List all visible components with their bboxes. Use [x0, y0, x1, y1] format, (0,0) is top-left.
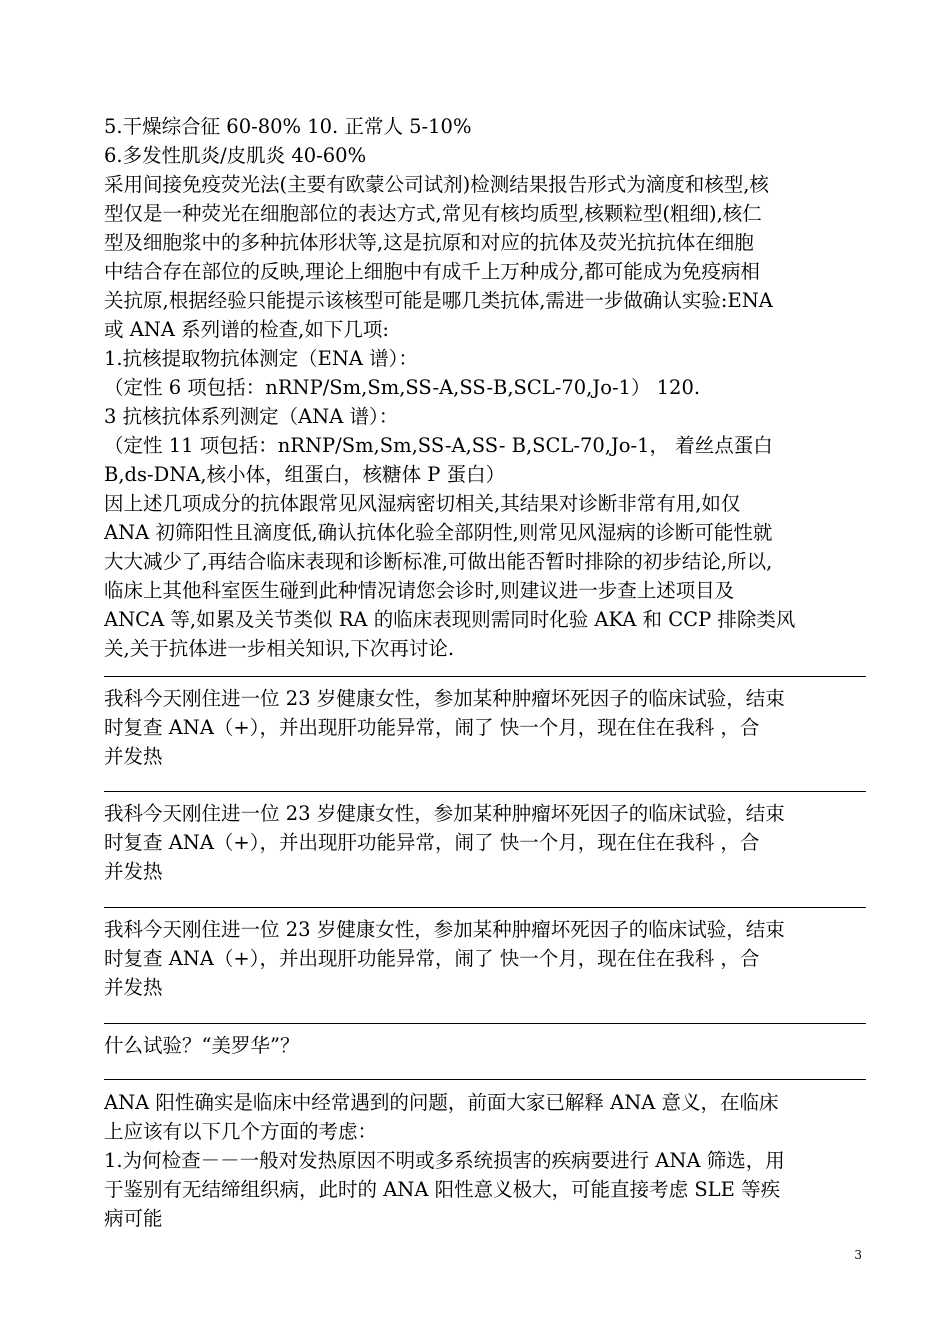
- text-line: 时复查 ANA（+），并出现肝功能异常，闹了 快一个月，现在住在我科 ，合: [104, 831, 760, 854]
- text-line: 1.为何检查－－一般对发热原因不明或多系统损害的疾病要进行 ANA 筛选，用: [104, 1149, 785, 1172]
- text-line: ANA 初筛阳性且滴度低,确认抗体化验全部阴性,则常见风湿病的诊断可能性就: [104, 521, 773, 544]
- reply-paragraph: [104, 1088, 866, 1233]
- text-line: 并发热: [104, 976, 163, 999]
- text-line: 大大减少了,再结合临床表现和诊断标准,可做出能否暂时排除的初步结论,所以,: [104, 550, 773, 573]
- text-line: 并发热: [104, 745, 163, 768]
- text-line: 我科今天刚住进一位 23 岁健康女性，参加某种肿瘤坏死因子的临床试验，结束: [104, 687, 785, 710]
- text-line: 6.多发性肌炎/皮肌炎 40-60%: [104, 144, 367, 167]
- reply-paragraph: [104, 915, 866, 1002]
- divider-line: [104, 1079, 866, 1080]
- text-line: 时复查 ANA（+），并出现肝功能异常，闹了 快一个月，现在住在我科 ，合: [104, 716, 760, 739]
- text-line: 中结合存在部位的反映,理论上细胞中有成千上万种成分,都可能成为免疫病相: [104, 260, 760, 283]
- text-line: 采用间接免疫荧光法(主要有欧蒙公司试剂)检测结果报告形式为滴度和核型,核: [104, 173, 769, 196]
- text-line: 关,关于抗体进一步相关知识,下次再讨论.: [104, 637, 455, 660]
- reply-paragraph: [104, 799, 866, 886]
- text-line: 或 ANA 系列谱的检查,如下几项:: [104, 318, 389, 341]
- divider-line: [104, 907, 866, 908]
- text-line: 型仅是一种荧光在细胞部位的表达方式,常见有核均质型,核颗粒型(粗细),核仁: [104, 202, 762, 225]
- text-line: 上应该有以下几个方面的考虑：: [104, 1120, 378, 1143]
- divider-line: [104, 676, 866, 677]
- text-line: 1.抗核提取物抗体测定（ENA 谱）：: [104, 347, 418, 370]
- text-line: 我科今天刚住进一位 23 岁健康女性，参加某种肿瘤坏死因子的临床试验，结束: [104, 918, 785, 941]
- text-line: 什么试验？“美罗华”？: [104, 1034, 300, 1057]
- text-line: 3 抗核抗体系列测定（ANA 谱）：: [104, 405, 399, 428]
- reply-paragraph: [104, 684, 866, 771]
- text-line: ANA 阳性确实是临床中经常遇到的问题，前面大家已解释 ANA 意义，在临床: [104, 1091, 779, 1114]
- text-line: 型及细胞浆中的多种抗体形状等,这是抗原和对应的抗体及荧光抗抗体在细胞: [104, 231, 754, 254]
- text-line: 因上述几项成分的抗体跟常见风湿病密切相关,其结果对诊断非常有用,如仅: [104, 492, 741, 515]
- page-number: 3: [854, 1248, 862, 1262]
- intro-paragraph: [104, 112, 866, 663]
- text-line: 关抗原,根据经验只能提示该核型可能是哪几类抗体,需进一步做确认实验:ENA: [104, 289, 773, 312]
- text-line: ANCA 等,如累及关节类似 RA 的临床表现则需同时化验 AKA 和 CCP 排除类风: [104, 608, 796, 631]
- text-line: （定性 11 项包括：nRNP/Sm,Sm,SS-A,SS- B,SCL-70,Jo-1， 着丝点蛋白: [104, 434, 773, 457]
- divider-line: [104, 791, 866, 792]
- text-line: 于鉴别有无结缔组织病，此时的 ANA 阳性意义极大，可能直接考虑 SLE 等疾: [104, 1178, 781, 1201]
- reply-paragraph: [104, 1031, 866, 1060]
- text-line: 5.干燥综合征 60-80% 10. 正常人 5-10%: [104, 115, 472, 138]
- text-line: 我科今天刚住进一位 23 岁健康女性，参加某种肿瘤坏死因子的临床试验，结束: [104, 802, 785, 825]
- text-line: B,ds-DNA,核小体，组蛋白，核糖体 P 蛋白）: [104, 463, 506, 486]
- text-line: 临床上其他科室医生碰到此种情况请您会诊时,则建议进一步查上述项目及: [104, 579, 735, 602]
- text-line: 并发热: [104, 860, 163, 883]
- text-line: 时复查 ANA（+），并出现肝功能异常，闹了 快一个月，现在住在我科 ，合: [104, 947, 760, 970]
- text-line: （定性 6 项包括：nRNP/Sm,Sm,SS-A,SS-B,SCL-70,Jo-1） 120.: [104, 376, 701, 399]
- divider-line: [104, 1023, 866, 1024]
- text-line: 病可能: [104, 1207, 163, 1230]
